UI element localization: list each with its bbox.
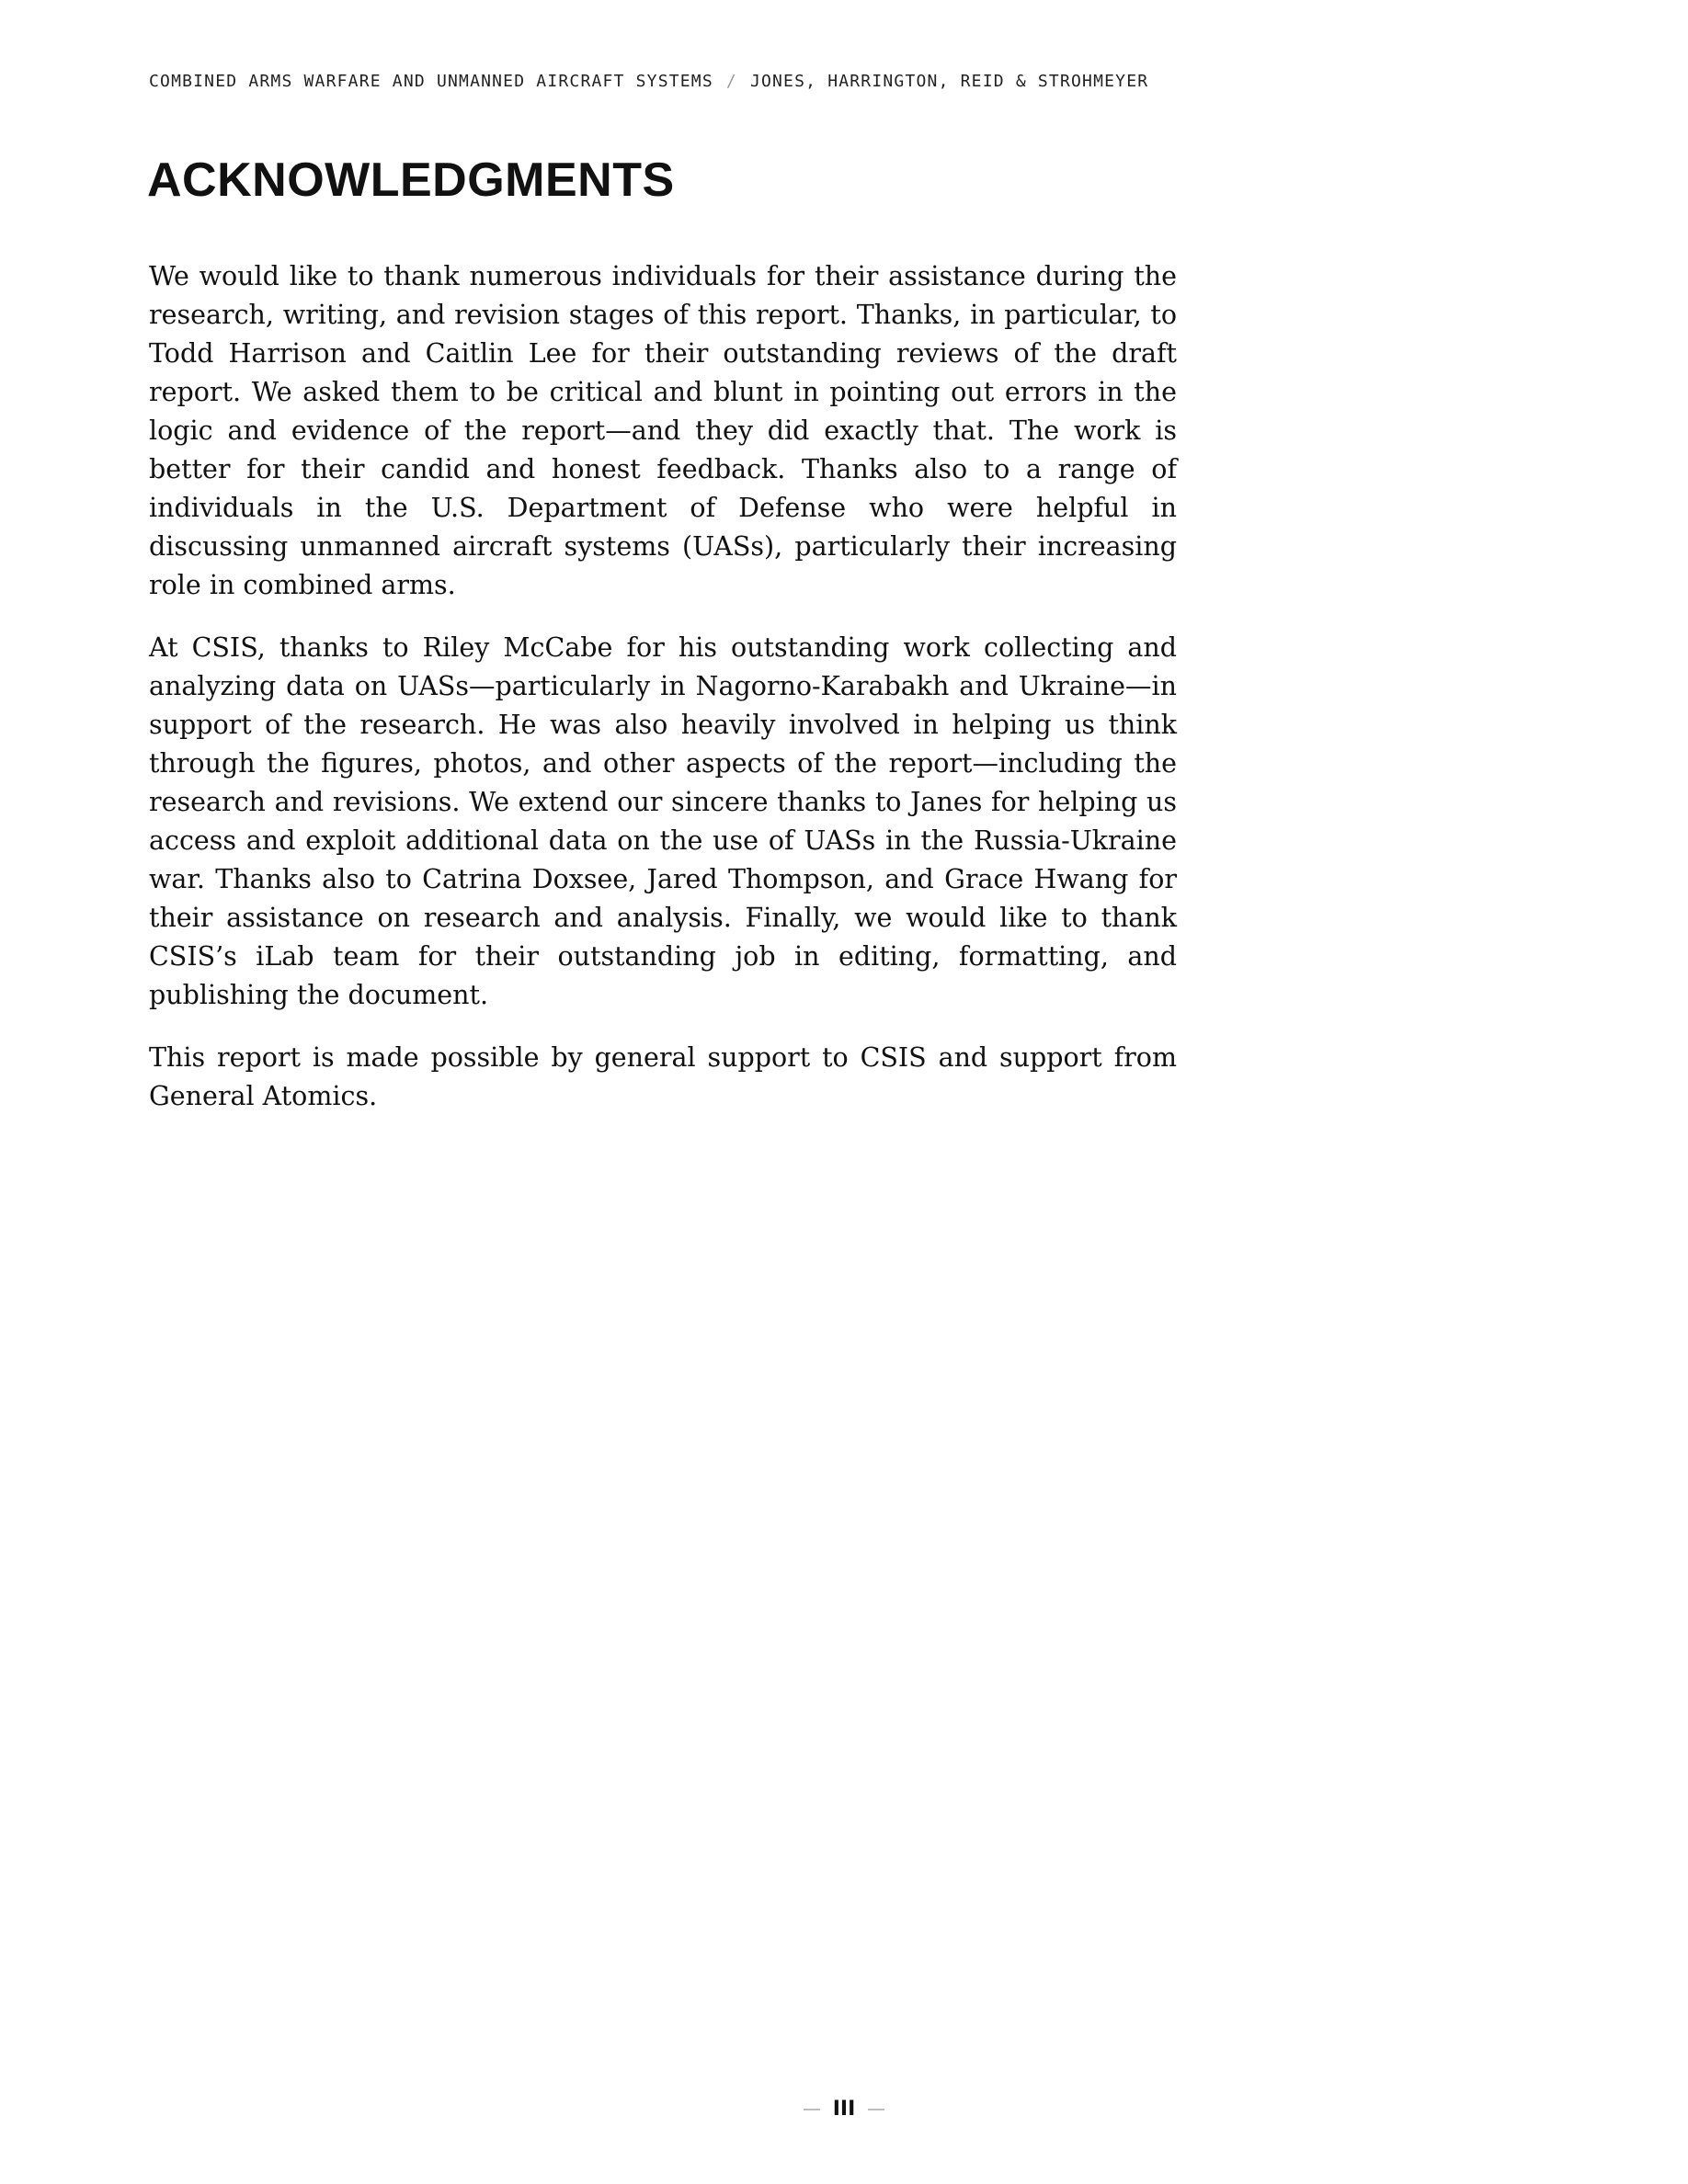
paragraph-3: This report is made possible by general support to CSIS and support from General Atomics. [149,1042,1177,1111]
paragraph-2: At CSIS, thanks to Riley McCabe for his outstanding work collecting and analyzing data on UASs—particularly in Nagorno-Karabakh and Ukraine—in support of the research. He was also heavily involved in helping us think through the figures, photos, and other aspects of the report—including the research and revisions. We extend our sincere thanks to Janes for helping us access and exploit additional data on the use of UASs in the Russia-Ukraine war. Thanks also to Catrina Doxsee, Jared Thompson, and Grace Hwang for their assistance on research and analysis. Finally, we would like to thank CSIS’s iLab team for their outstanding job in editing, formatting, and publishing the document. [149,632,1177,1010]
header-report-title: COMBINED ARMS WARFARE AND UNMANNED AIRCRAFT SYSTEMS [149,72,713,91]
running-header [149,72,1148,91]
paragraph-1: We would like to thank numerous individuals for their assistance during the research, writing, and revision stages of this report. Thanks, in particular, to Todd Harrison and Caitlin Lee for their outstanding reviews of the draft report. We asked them to be critical and blunt in pointing out errors in the logic and evidence of the report—and they did exactly that. The work is better for their candid and honest feedback. Thanks also to a range of individuals in the U.S. Department of Defense who were helpful in discussing unmanned aircraft systems (UASs), particularly their increasing role in combined arms. [149,261,1177,600]
section-body [149,257,1177,1140]
footer-dash-right [868,2109,884,2110]
page-footer [0,2098,1688,2121]
section-title: ACKNOWLEDGMENTS [147,154,675,207]
header-authors: JONES, HARRINGTON, REID & STROHMEYER [749,72,1149,91]
footer-dash-left [804,2109,820,2110]
header-separator: / [725,72,737,91]
page-number: III [832,2098,856,2121]
